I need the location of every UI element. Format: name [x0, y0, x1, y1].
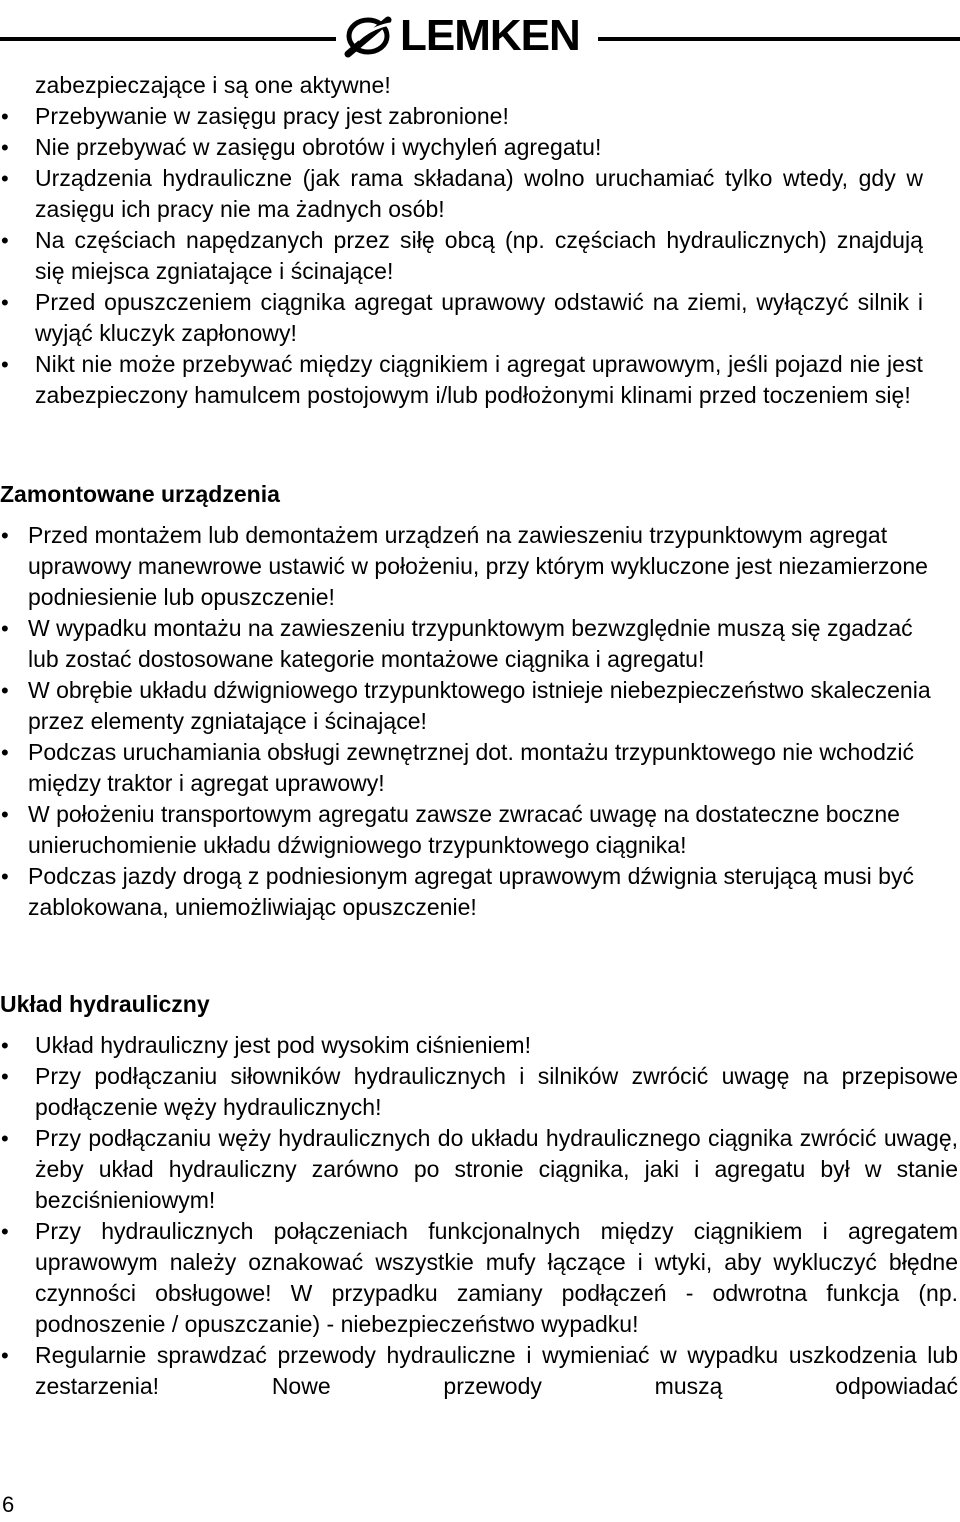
- list-item-text: Nikt nie może przebywać między ciągnikiem i agregat uprawowym, jeśli pojazd nie jest zabezpieczony hamulcem postojowym i/lub podłożonymi klinami przed toczeniem się!: [35, 351, 923, 408]
- bullet-icon: •: [1, 740, 9, 765]
- bullet-icon: •: [1, 104, 9, 129]
- list-item: [0, 1340, 958, 1402]
- bullet-icon: •: [1, 228, 9, 253]
- bullet-icon: •: [1, 290, 9, 315]
- bullet-icon: •: [1, 523, 9, 548]
- bullet-icon: •: [1, 802, 9, 827]
- list-item: [0, 132, 923, 163]
- list-item: [0, 520, 932, 613]
- list-item-text: Przebywanie w zasięgu pracy jest zabronione!: [35, 103, 509, 129]
- bullet-icon: •: [1, 1219, 9, 1244]
- list-item: [0, 861, 932, 923]
- bullet-icon: •: [1, 616, 9, 641]
- page-header: [0, 0, 960, 70]
- list-item-text: Nie przebywać w zasięgu obrotów i wychyleń agregatu!: [35, 134, 602, 160]
- bullet-icon: •: [1, 864, 9, 889]
- list-item: [0, 675, 932, 737]
- bullet-icon: •: [1, 678, 9, 703]
- bullet-icon: •: [1, 1064, 9, 1089]
- bullet-icon: •: [1, 352, 9, 377]
- mounted-equipment-list: [0, 520, 932, 923]
- list-item: [0, 737, 932, 799]
- bullet-icon: •: [1, 135, 9, 160]
- section-heading-mounted-equipment: Zamontowane urządzenia: [0, 481, 280, 507]
- section-heading-hydraulic-system: Układ hydrauliczny: [0, 991, 210, 1017]
- list-item: [0, 799, 932, 861]
- bullet-icon: •: [1, 166, 9, 191]
- list-item-text: W położeniu transportowym agregatu zawsze zwracać uwagę na dostateczne boczne unieruchomienie układu dźwigniowego trzypunktowego ciągnika!: [28, 801, 900, 858]
- bullet-icon: •: [1, 1343, 9, 1368]
- list-item: [0, 1216, 958, 1340]
- list-item: [0, 101, 923, 132]
- logo-wordmark: LEMKEN: [400, 11, 580, 60]
- list-item-text: W wypadku montażu na zawieszeniu trzypunktowym bezwzględnie muszą się zgadzać lub zostać dostosowane kategorie montażowe ciągnika i agregatu!: [28, 615, 913, 672]
- page-number: 6: [2, 1492, 15, 1517]
- list-item-text: Podczas uruchamiania obsługi zewnętrznej dot. montażu trzypunktowego nie wchodzić między traktor i agregat uprawowy!: [28, 739, 914, 796]
- list-item-text: Urządzenia hydrauliczne (jak rama składana) wolno uruchamiać tylko wtedy, gdy w zasięgu ich pracy nie ma żadnych osób!: [35, 165, 923, 222]
- hydraulic-system-list: [0, 1030, 958, 1402]
- lemken-logo: [344, 12, 594, 60]
- list-item-text: zabezpieczające i są one aktywne!: [35, 72, 391, 98]
- list-item-text: Układ hydrauliczny jest pod wysokim ciśnieniem!: [35, 1032, 531, 1058]
- bullet-icon: •: [1, 1126, 9, 1151]
- list-item: [0, 1123, 958, 1216]
- header-rule-left: [0, 37, 336, 41]
- list-item-text: Przy podłączaniu siłowników hydraulicznych i silników zwrócić uwagę na przepisowe podłączenie węży hydraulicznych!: [35, 1063, 958, 1120]
- list-item: [0, 163, 923, 225]
- list-item: [0, 1030, 958, 1061]
- list-item-text: Przy hydraulicznych połączeniach funkcjonalnych między ciągnikiem i agregatem uprawowym należy oznakować wszystkie mufy łączące i wtyki, aby wykluczyć błędne czynności obsługowe! W przypadku zamiany podłączeń - odwrotna funkcja (np. podnoszenie / opuszczanie) - niebezpieczeństwo wypadku!: [35, 1218, 958, 1337]
- list-item-text: Regularnie sprawdzać przewody hydrauliczne i wymieniać w wypadku uszkodzenia lub zestarzenia! Nowe przewody muszą odpowiadać: [35, 1342, 958, 1399]
- bullet-icon: •: [1, 1033, 9, 1058]
- list-item: [0, 70, 923, 101]
- list-item: [0, 349, 923, 411]
- list-item-text: Na częściach napędzanych przez siłę obcą (np. częściach hydraulicznych) znajdują się miejsca zgniatające i ścinające!: [35, 227, 923, 284]
- list-item-text: Przy podłączaniu węży hydraulicznych do układu hydraulicznego ciągnika zwrócić uwagę, żeby układ hydrauliczny zarówno po stronie ciągnika, jaki i agregatu był w stanie bezciśnieniowym!: [35, 1125, 958, 1213]
- list-item-text: Przed montażem lub demontażem urządzeń na zawieszeniu trzypunktowym agregat uprawowy manewrowe ustawić w położeniu, przy którym wykluczone jest niezamierzone podniesienie lub opuszczenie!: [28, 522, 928, 610]
- list-item-text: Podczas jazdy drogą z podniesionym agregat uprawowym dźwignia sterującą musi być zablokowana, uniemożliwiając opuszczenie!: [28, 863, 914, 920]
- list-item: [0, 225, 923, 287]
- header-rule-right: [598, 37, 960, 41]
- list-item: [0, 1061, 958, 1123]
- lemken-swoosh-icon: [344, 14, 396, 58]
- list-item: [0, 287, 923, 349]
- list-item-text: Przed opuszczeniem ciągnika agregat uprawowy odstawić na ziemi, wyłączyć silnik i wyjąć kluczyk zapłonowy!: [35, 289, 923, 346]
- list-item-text: W obrębie układu dźwigniowego trzypunktowego istnieje niebezpieczeństwo skaleczenia przez elementy zgniatające i ścinające!: [28, 677, 931, 734]
- page-content: [0, 70, 960, 1402]
- list-item: [0, 613, 932, 675]
- safety-list-continued: [0, 70, 923, 411]
